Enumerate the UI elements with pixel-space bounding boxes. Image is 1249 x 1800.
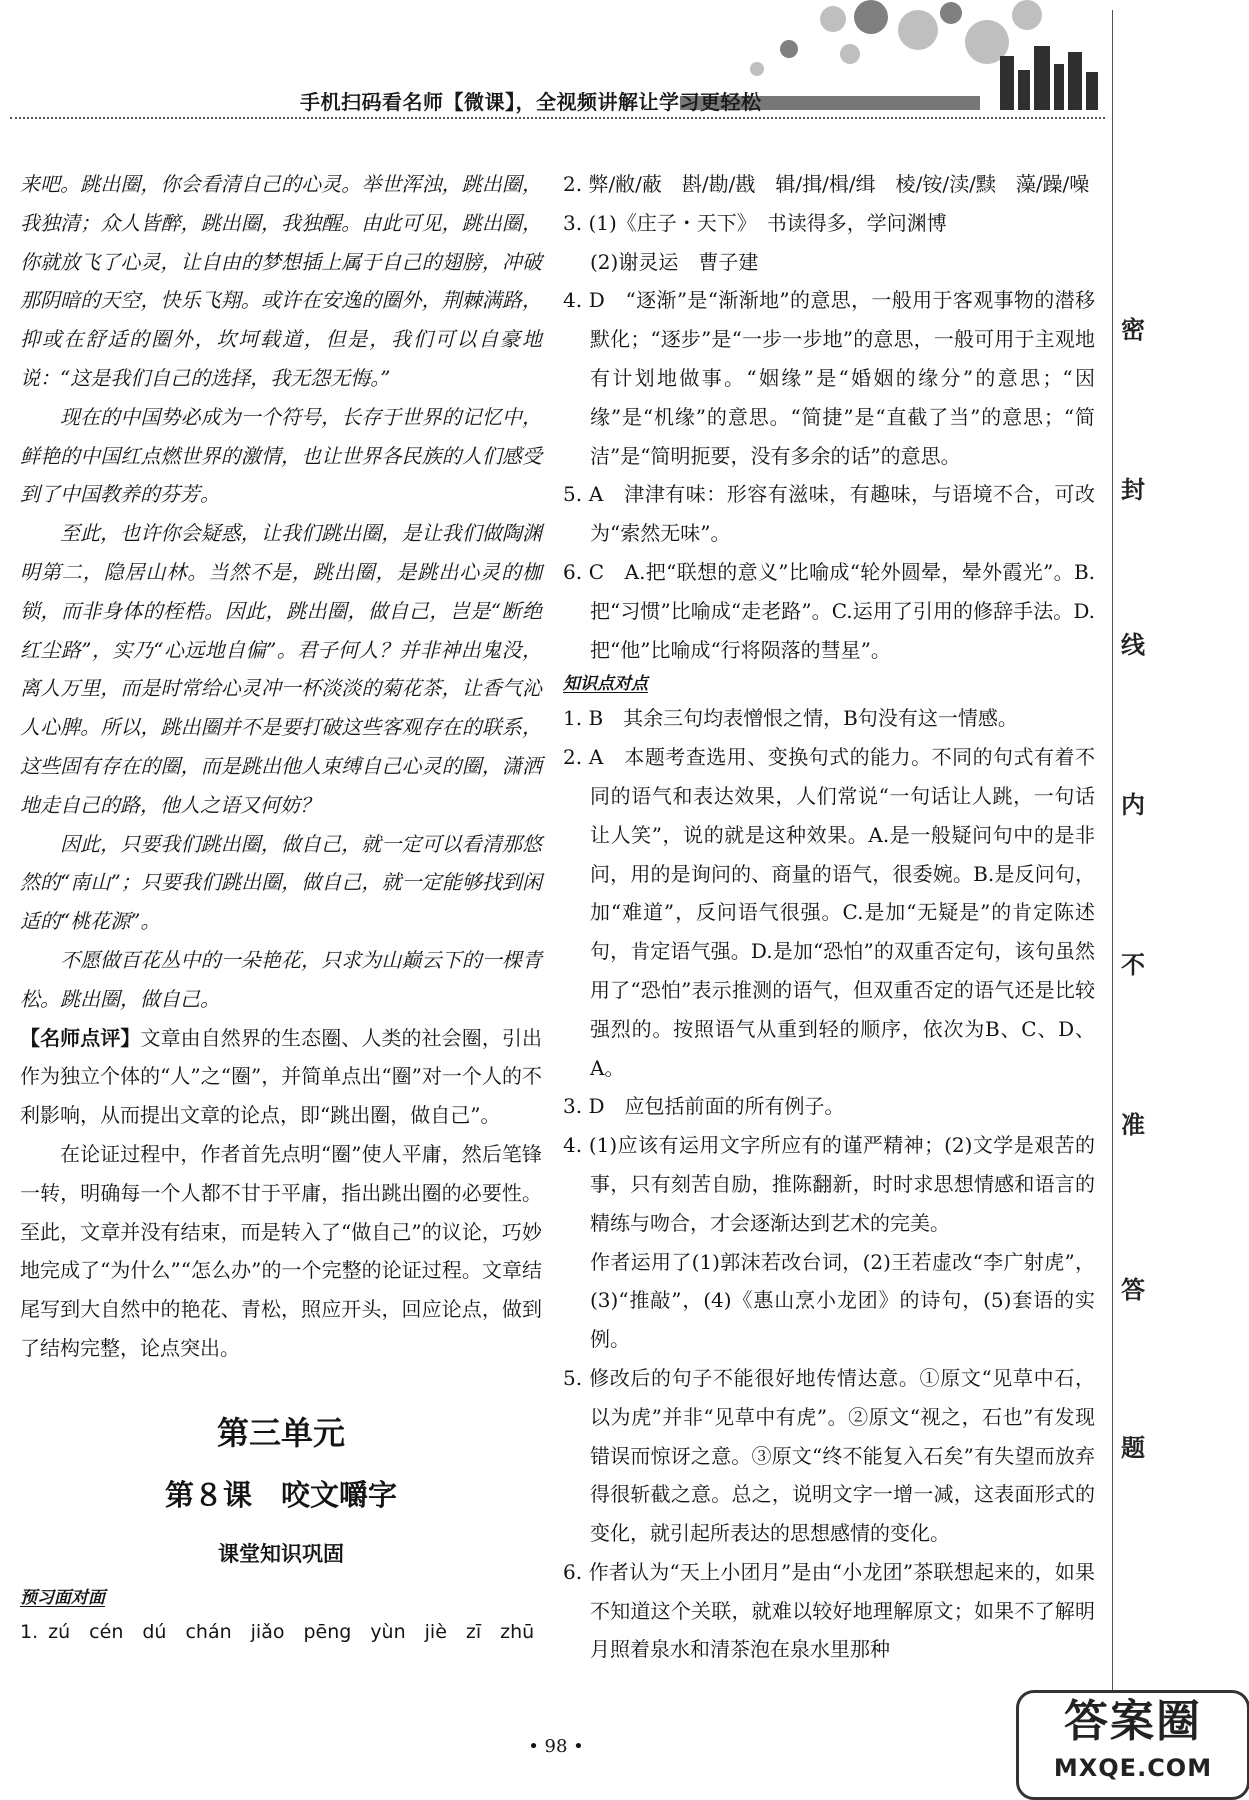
page-number: • 98 •: [528, 1736, 584, 1757]
answer-item: 3. D 应包括前面的所有例子。: [563, 1094, 845, 1119]
seal-char: 准: [1121, 1110, 1145, 1139]
answer-item: 6. 作者认为“天上小团月”是由“小龙团”茶联想起来的，如果不知道这个关联，就难以较好地理解原文；如果不了解明月照着泉水和清茶泡在泉水里那种: [563, 1559, 1095, 1662]
answer-item: 6. C A.把“联想的意义”比喻成“轮外圆晕，晕外霞光”。B.把“习惯”比喻成“走老路”。C.运用了引用的修辞手法。D.把“他”比喻成“行将陨落的彗星”。: [563, 559, 1095, 662]
watermark-title: 答案圈: [1064, 1696, 1202, 1747]
comment-text: 文章由自然界的生态圈、人类的社会圈，引出作为独立个体的“人”之“圈”，并简单点出“圈”对一个人的不利影响，从而提出文章的论点，即“跳出圈，做自己”。: [20, 1025, 543, 1128]
seal-char: 封: [1121, 475, 1145, 504]
answer-item: 3. (1)《庄子・天下》 书读得多，学问渊博: [563, 210, 947, 235]
essay-paragraph: 来吧。跳出圈，你会看清自己的心灵。举世浑浊，跳出圈，我独清；众人皆醉，跳出圈，我独醒。由此可见，跳出圈，你就放飞了心灵，让自由的梦想插上属于自己的翅膀，冲破那阴暗的天空，快乐飞翔。或许在安逸的圈外，荆棘满路，抑或在舒适的圈外，坎坷载道，但是，我们可以自豪地说：“这是我们自己的选择，我无怨无悔。”: [20, 172, 542, 390]
answer-item: 4. D “逐渐”是“渐渐地”的意思，一般用于客观事物的潜移默化；“逐步”是“一步一步地”的意思，一般可用于主观地有计划地做事。“姻缘”是“婚姻的缘分”的意思；“因缘”是“机缘”的意思。“简捷”是“直截了当”的意思；“简洁”是“简明扼要，没有多余的话”的意思。: [563, 288, 1095, 468]
section-subheading: 课堂知识巩固: [218, 1541, 344, 1566]
site-watermark-logo: [1016, 1690, 1249, 1800]
comment-paragraph: 在论证过程中，作者首先点明“圈”使人平庸，然后笔锋一转，明确每一个人都不甘于平庸，指出跳出圈的必要性。至此，文章并没有结束，而是转入了“做自己”的议论，巧妙地完成了“为什么”“怎么办”的一个完整的论证过程。文章结尾写到大自然中的艳花、青松，照应开头，回应论点，做到了结构完整，论点突出。: [20, 1141, 542, 1360]
seal-char: 内: [1121, 790, 1145, 819]
teacher-comment: [20, 1019, 542, 1135]
watermark-url: MXQE.COM: [1053, 1754, 1213, 1782]
answer-item: 1. B 其余三句均表憎恨之情，B句没有这一情感。: [563, 706, 1018, 731]
header-divider: [10, 117, 1105, 119]
answer-item: (2)谢灵运 曹子建: [590, 249, 759, 274]
essay-paragraph: 至此，也许你会疑惑，让我们跳出圈，是让我们做陶渊明第二，隐居山林。当然不是，跳出圈，是跳出心灵的枷锁，而非身体的桎梏。因此，跳出圈，做自己，岂是“断绝红尘路”，实乃“心远地自偏”。君子何人？并非神出鬼没，离人万里，而是时常给心灵冲一杯淡淡的菊花茶，让香气沁人心脾。所以，跳出圈并不是要打破这些客观存在的联系，这些固有存在的圈，而是跳出他人束缚自己心灵的圈，潇洒地走自己的路，他人之语又何妨？: [20, 521, 542, 817]
seal-line: [1112, 10, 1113, 1755]
seal-char: 线: [1121, 630, 1145, 659]
answer-item: 4. (1)应该有运用文字所应有的谨严精神；(2)文学是艰苦的事，只有刻苦自励，推陈翻新，时时求思想情感和语言的精练与吻合，才会逐渐达到艺术的完美。: [563, 1133, 1095, 1235]
seal-char: 密: [1121, 315, 1145, 344]
lesson-title: 第８课 咬文嚼字: [164, 1477, 397, 1512]
essay-paragraph: 因此，只要我们跳出圈，做自己，就一定可以看清那悠然的“南山”；只要我们跳出圈，做自己，就一定能够找到闲适的“桃花源”。: [20, 831, 542, 934]
answer-item: 5. A 津津有味：形容有滋味，有趣味，与语境不合，可改为“索然无味”。: [563, 482, 1095, 546]
answer-item: 5. 修改后的句子不能很好地传情达意。①原文“见草中石，以为虎”并非“见草中有虎”。②原文“视之，石也”有发现错误而惊讶之意。③原文“终不能复入石矣”有失望而放弃得很斩截之意。总之，说明文字一增一减，这表面形式的变化，就引起所表达的思想感情的变化。: [563, 1365, 1095, 1546]
essay-paragraph: 不愿做百花丛中的一朵艳花，只求为山巅云下的一棵青松。跳出圈，做自己。: [20, 947, 542, 1011]
header-tagline: 手机扫码看名师【微课】，全视频讲解让学习更轻松: [300, 90, 762, 114]
left-column: [20, 165, 542, 1652]
answer-item: 2. 弊/敝/蔽 斟/勘/戡 辑/揖/楫/缉 棱/铵/渎/黩 藻/躁/噪: [563, 172, 1090, 196]
section-label-knowledge: 知识点对点: [563, 674, 648, 695]
seal-notice: [1118, 0, 1148, 1800]
unit-title: 第三单元: [216, 1413, 345, 1452]
essay-paragraph: 现在的中国势必成为一个符号，长存于世界的记忆中，鲜艳的中国红点燃世界的激情，也让世界各民族的人们感受到了中国教养的芬芳。: [20, 404, 542, 507]
answer-item: 作者运用了(1)郭沫若改台词，(2)王若虚改“李广射虎”，(3)“推敲”，(4)《惠山烹小龙团》的诗句，(5)套语的实例。: [590, 1249, 1095, 1352]
seal-char: 不: [1121, 950, 1145, 979]
seal-char: 题: [1121, 1433, 1145, 1462]
comment-label: 【名师点评】: [20, 1025, 141, 1050]
section-label-preview: 预习面对面: [20, 1587, 105, 1608]
seal-char: 答: [1121, 1275, 1145, 1304]
right-column: [563, 165, 1095, 1669]
answer-item: 2. A 本题考查选用、变换句式的能力。不同的句式有着不同的语气和表达效果，人们常说“一句话让人跳，一句话让人笑”，说的就是这种效果。A.是一般疑问句中的是非问，用的是询问的、商量的语气，很委婉。B.是反问句，加“难道”，反问语气很强。C.是加“无疑是”的肯定陈述句，肯定语气强。D.是加“恐怕”的双重否定句，该句虽然用了“恐怕”表示推测的语气，但双重否定的语气还是比较强烈的。按照语气从重到轻的顺序，依次为B、C、D、A。: [563, 745, 1095, 1080]
pinyin-answer: 1. zú cén dú chán jiǎo pēng yùn jiè zī zhū: [20, 1620, 535, 1643]
